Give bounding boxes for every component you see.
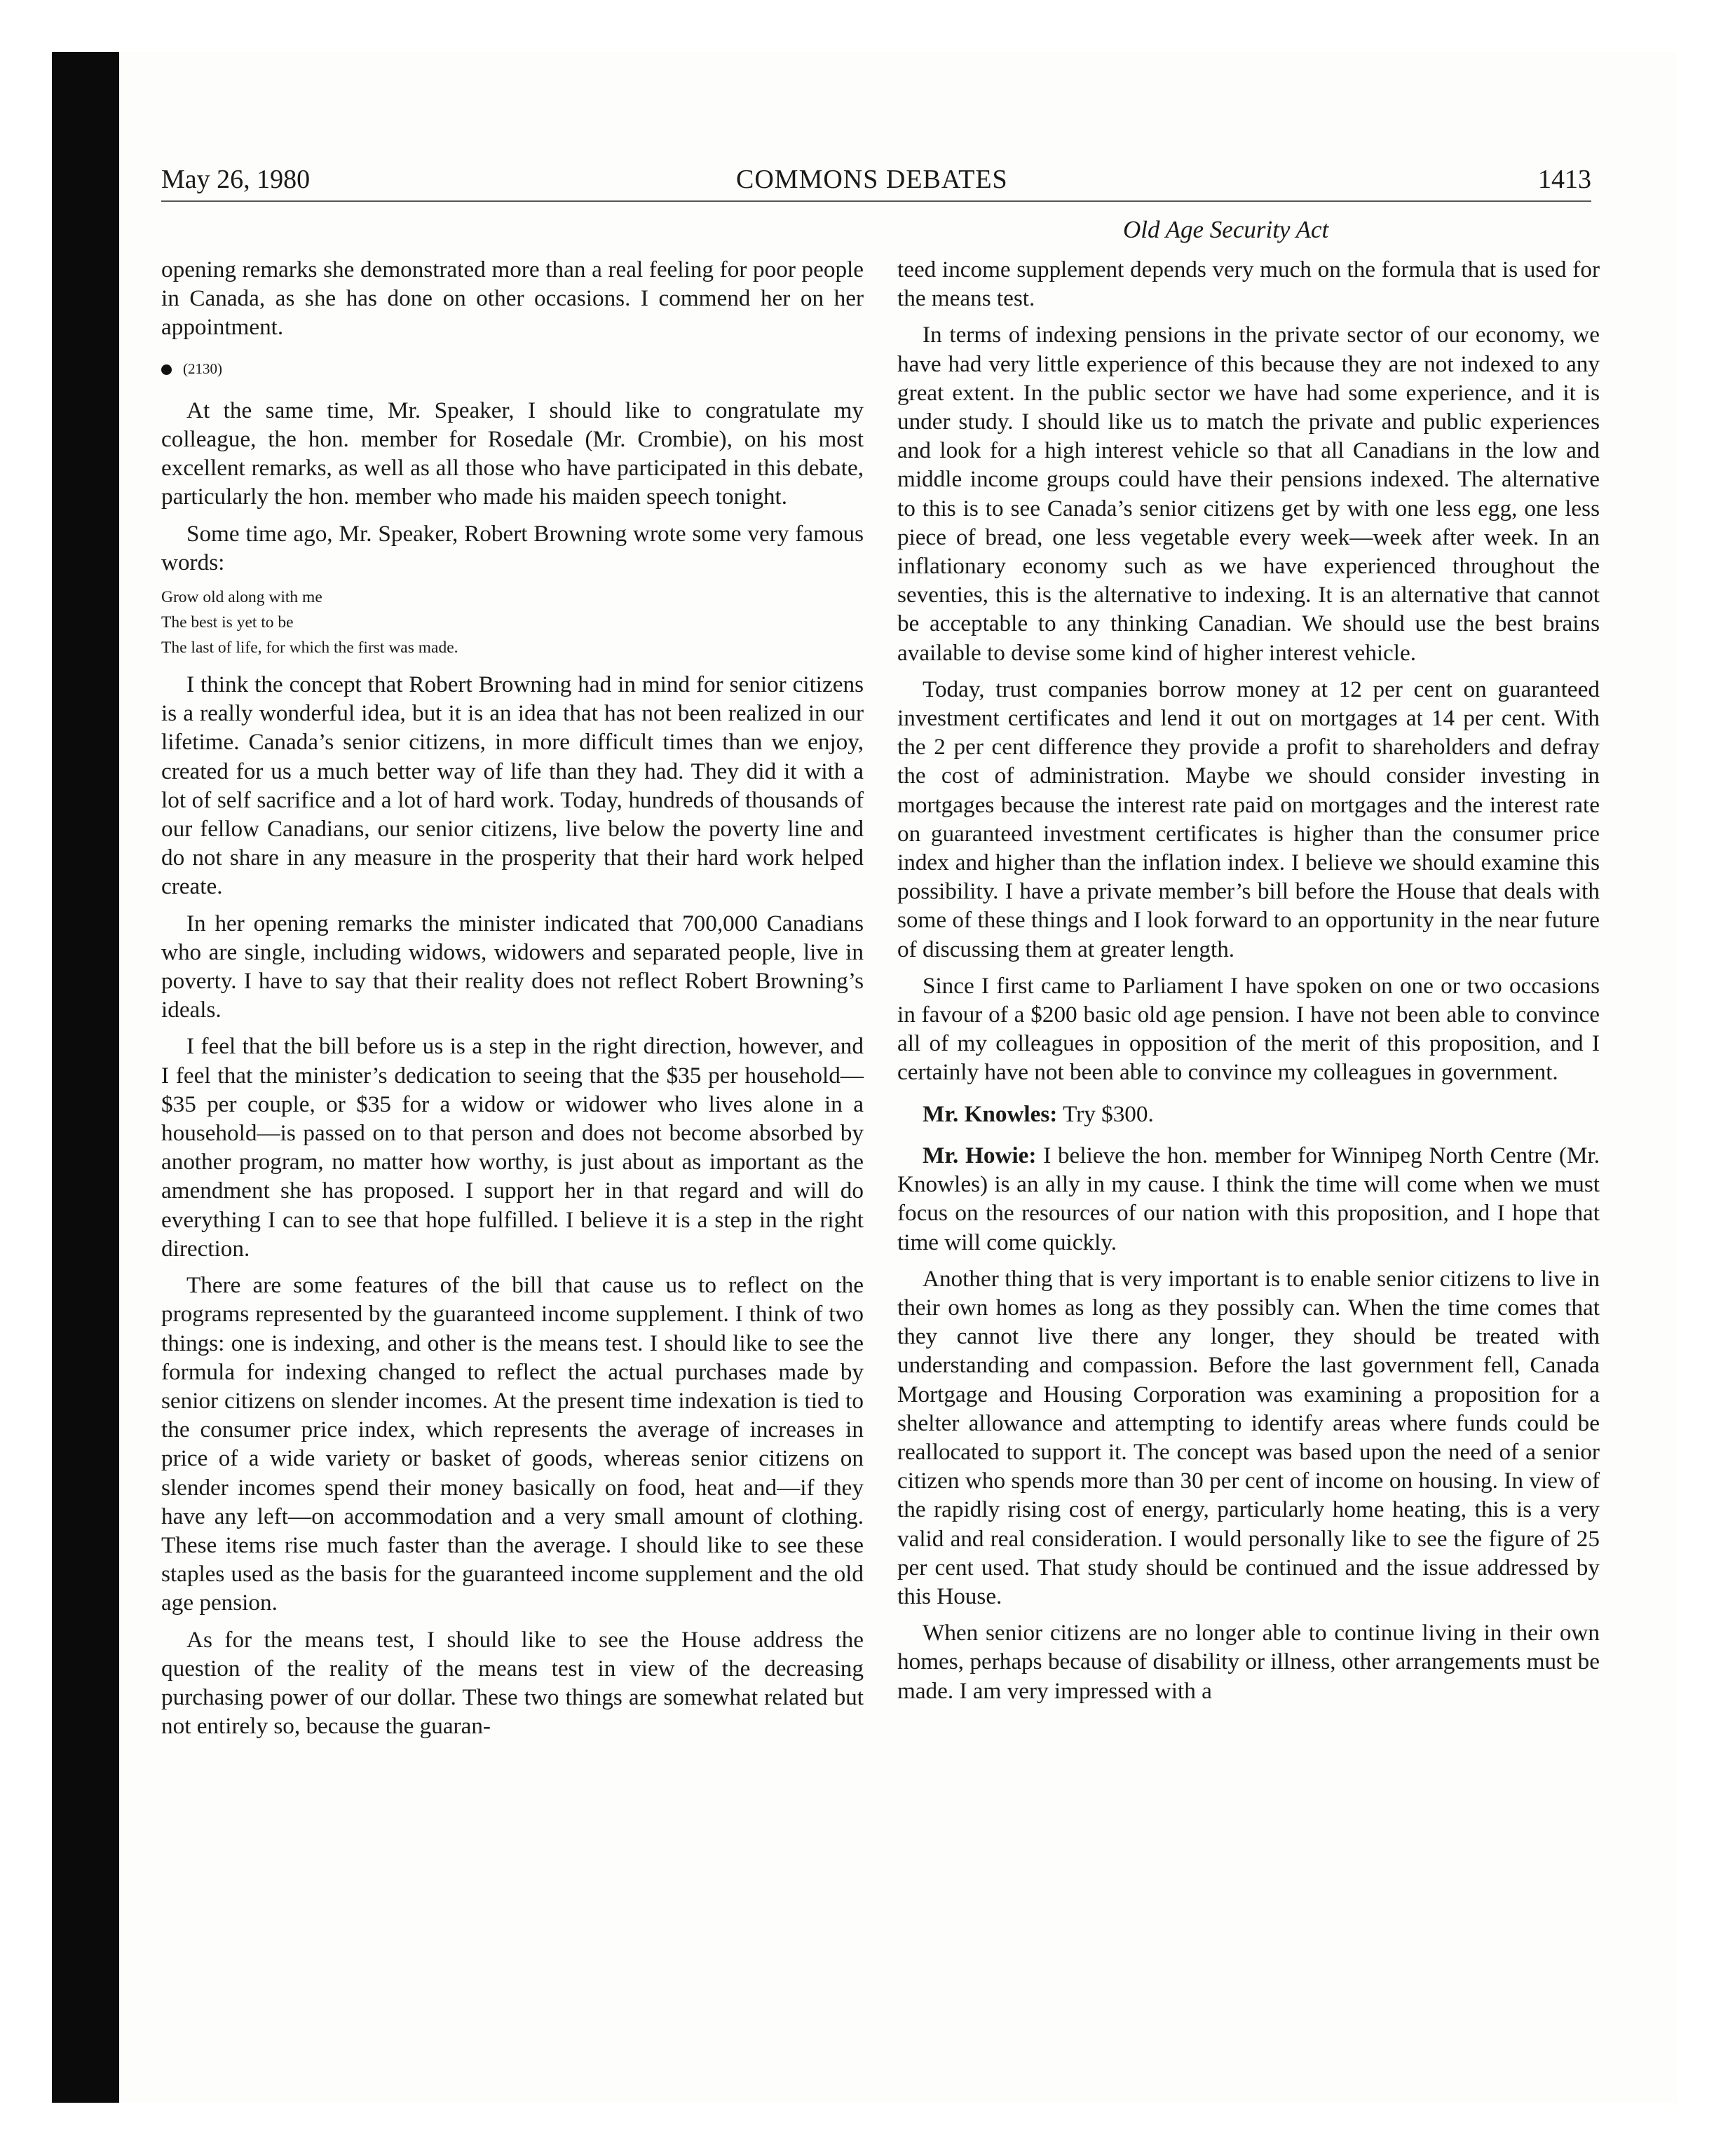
header-page-number: 1413	[1538, 165, 1591, 194]
paragraph: Some time ago, Mr. Speaker, Robert Browning wrote some very famous words:	[161, 520, 864, 575]
paragraph: In terms of indexing pensions in the private sector of our economy, we have had very little experience of this because they are not indexed to any great extent. In the public sector we have had some experience, and it is under study. I should like us to match the private and public experiences and look for a high interest vehicle so that all Canadians in the low and middle income groups could have their pensions indexed. The alternative to this is to see Canada’s senior citizens get by with one less egg, one less piece of bread, one less vegetable every week—week after week. In an inflationary economy such as we have experienced throughout the seventies, this is the alternative to indexing. It is an alternative that cannot be acceptable to any thinking Canadian. We should use the best brains available to devise some kind of higher interest vehicle.	[897, 322, 1600, 666]
verse-line: The last of life, for which the first was made.	[161, 639, 458, 657]
left-column	[161, 255, 864, 1748]
verse-line: Grow old along with me	[161, 588, 322, 607]
speech-paragraph	[897, 1141, 1600, 1257]
paragraph: teed income supplement depends very much on the formula that is used for the means test.	[897, 257, 1600, 312]
verse-quote	[161, 585, 864, 660]
binding-edge	[52, 52, 119, 2103]
running-header	[161, 160, 1591, 202]
time-marker-text: (2130)	[183, 360, 222, 377]
header-publication: COMMONS DEBATES	[736, 165, 1008, 194]
paragraph: Another thing that is very important is to enable senior citizens to live in their own homes as long as they possibly can. When the time comes that they cannot live there any longer, they should be treated with understanding and compassion. Before the last government fell, Canada Mortgage and Housing Corporation was examining a proposition for a shelter allowance and attempting to identify areas where funds could be reallocated to support it. The concept was based upon the need of a senior citizen who spends more than 30 per cent of income on housing. In view of the rapidly rising cost of energy, particularly home heating, this is a very valid and real consideration. I would personally like to see the figure of 25 per cent used. That study should be continued and the issue addressed by this House.	[897, 1265, 1600, 1609]
paragraph: I think the concept that Robert Browning had in mind for senior citizens is a really wonderful idea, but it is an idea that has not been realized in our lifetime. Canada’s senior citizens, in more difficult times than we enjoy, created for us a much better way of life than they had. They did it with a lot of self sacrifice and a lot of hard work. Today, hundreds of thousands of our fellow Canadians, our senior citizens, live below the poverty line and do not share in any measure in the prosperity that their hard work helped create.	[161, 671, 864, 900]
header-date: May 26, 1980	[161, 165, 311, 194]
right-column	[897, 255, 1600, 1713]
verse-line: The best is yet to be	[161, 613, 294, 632]
paragraph: When senior citizens are no longer able to continue living in their own homes, perhaps because of disability or illness, other arrangements must be made. I am very impressed with a	[897, 1620, 1600, 1704]
speaker-name: Mr. Howie:	[923, 1142, 1037, 1168]
paragraph: I feel that the bill before us is a step in the right direction, however, and I feel that the minister’s dedication to seeing that the $35 per household—$35 per couple, or $35 for a widow or widower who lives alone in a household—is passed on to that person and does not become absorbed by another program, no matter how worthy, is just about as important as the amendment she has proposed. I support her in that regard and will do everything I can to see that hope fulfilled. I believe it is a step in the right direction.	[161, 1033, 864, 1262]
paragraph: There are some features of the bill that cause us to reflect on the programs represented by the guaranteed income supplement. I think of two things: one is indexing, and other is the means test. I should like to see the formula for indexing changed to reflect the actual purchases made by senior citizens on slender incomes. At the present time indexation is tied to the consumer price index, which represents the average of increases in price of a wide variety or basket of goods, whereas senior citizens on slender incomes spend their money basically on food, heat and—if they have any left—on accommodation and a very small amount of clothing. These items rise much faster than the average. I should like to see these staples used as the basis for the guaranteed income supplement and the old age pension.	[161, 1272, 864, 1616]
interjection-text: Try $300.	[1063, 1100, 1154, 1127]
speaker-name: Mr. Knowles:	[923, 1100, 1058, 1127]
speech-text: I believe the hon. member for Winnipeg North Centre (Mr. Knowles) is an ally in my cause. I think the time will come when we must focus on the resources of our nation with this proposition, and I hope that time will come quickly.	[897, 1142, 1600, 1255]
paragraph: Since I first came to Parliament I have spoken on one or two occasions in favour of a $200 basic old age pension. I have not been able to convince all of my colleagues in opposition of the merit of this proposition, and I certainly have not been able to convince my colleagues in government.	[897, 972, 1600, 1086]
paragraph: In her opening remarks the minister indicated that 700,000 Canadians who are single, including widows, widowers and separated people, live in poverty. I have to say that their reality does not reflect Robert Browning’s ideals.	[161, 910, 864, 1023]
interjection	[897, 1100, 1600, 1128]
time-marker	[161, 355, 864, 383]
paragraph: At the same time, Mr. Speaker, I should like to congratulate my colleague, the hon. member for Rosedale (Mr. Crombie), on his most excellent remarks, as well as all those who have participated in this debate, particularly the hon. member who made his maiden speech tonight.	[161, 397, 864, 510]
paragraph: Today, trust companies borrow money at 12 per cent on guaranteed investment certificates and lend it out on mortgages at 14 per cent. With the 2 per cent difference they provide a profit to shareholders and defray the cost of administration. Maybe we should consider investing in mortgages because the interest rate paid on mortgages and the interest rate on guaranteed investment certificates is higher than the consumer price index and higher than the inflation index. I believe we should examine this possibility. I have a private member’s bill before the House that deals with some of these things and I look forward to an opportunity in the near future of discussing them at greater length.	[897, 676, 1600, 962]
section-title: Old Age Security Act	[1123, 216, 1329, 243]
paragraph: As for the means test, I should like to see the House address the question of the reality of the means test in view of the decreasing purchasing power of our dollar. These two things are somewhat related but not entirely so, because the guaran-	[161, 1626, 864, 1740]
bullet-icon	[161, 364, 172, 375]
paragraph: opening remarks she demonstrated more than a real feeling for poor people in Canada, as she has done on other occasions. I commend her on her appointment.	[161, 257, 864, 341]
